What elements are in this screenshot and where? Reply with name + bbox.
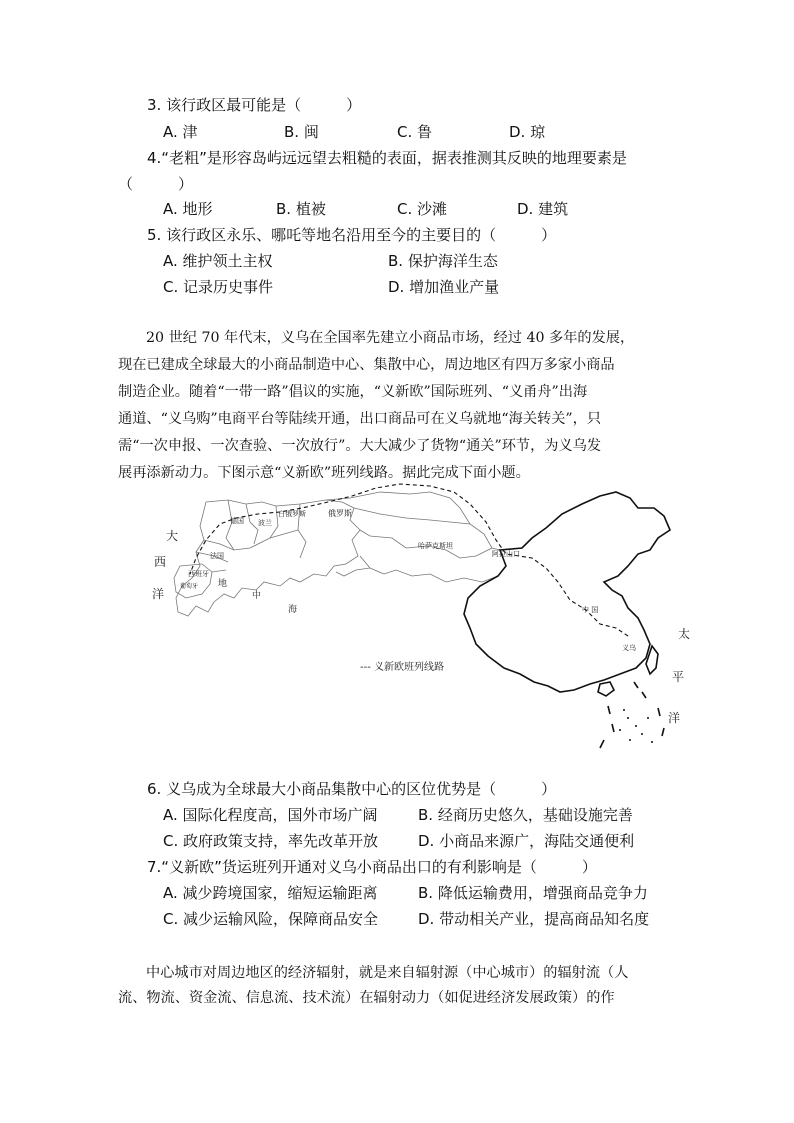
china-outline bbox=[464, 492, 670, 696]
q3-option-d[interactable]: D. 琼 bbox=[509, 123, 546, 141]
q7-option-c[interactable]: C. 减少运输风险，保障商品安全 bbox=[163, 910, 379, 928]
passage-line: 制造企业。随着“一带一路”倡议的实施，“义新欧”国际班列、“义甬舟”出海 bbox=[118, 384, 588, 400]
q7-option-b[interactable]: B. 降低运输费用，增强商品竞争力 bbox=[418, 884, 648, 902]
atlantic-label-2: 西 bbox=[154, 555, 167, 569]
q3-option-b[interactable]: B. 闽 bbox=[284, 123, 319, 141]
germany-label: 德国 bbox=[230, 517, 244, 525]
q4-option-a[interactable]: A. 地形 bbox=[163, 200, 213, 218]
q5-stem: 5. 该行政区永乐、哪吒等地名沿用至今的主要目的（ ） bbox=[147, 226, 557, 244]
q4-option-c[interactable]: C. 沙滩 bbox=[397, 200, 448, 218]
passage-line: 20 世纪 70 年代末，义乌在全国率先建立小商品市场，经过 40 多年的发展， bbox=[146, 330, 635, 346]
q7-option-d[interactable]: D. 带动相关产业，提高商品知名度 bbox=[418, 910, 650, 928]
belarus-label: 白俄罗斯 bbox=[278, 510, 306, 518]
russia-label: 俄罗斯 bbox=[328, 509, 352, 518]
q6-option-b[interactable]: B. 经商历史悠久，基础设施完善 bbox=[418, 806, 633, 824]
south-china-sea-islands bbox=[619, 709, 653, 743]
atlantic-label-1: 大 bbox=[166, 529, 179, 543]
mediterranean-label-1: 地 bbox=[218, 579, 228, 589]
china-label: 中 国 bbox=[582, 606, 599, 614]
pacific-label-3: 洋 bbox=[668, 711, 681, 725]
alashankou-label: 阿拉山口 bbox=[492, 550, 520, 558]
q5-option-d[interactable]: D. 增加渔业产量 bbox=[388, 278, 500, 296]
q6-option-a[interactable]: A. 国际化程度高，国外市场广阔 bbox=[163, 806, 378, 824]
q6-option-d[interactable]: D. 小商品来源广，海陆交通便利 bbox=[418, 832, 635, 850]
yiwu-label: 义乌 bbox=[622, 644, 636, 652]
q5-option-b[interactable]: B. 保护海洋生态 bbox=[388, 252, 498, 270]
passage-line: 需“一次申报、一次查验、一次放行”。大大减少了货物“通关”环节，为义乌发 bbox=[118, 438, 602, 454]
portugal-label: 葡萄牙 bbox=[180, 583, 199, 590]
q4-stem-continued: （ ） bbox=[118, 175, 194, 193]
yixinou-route-map bbox=[130, 478, 700, 760]
route-legend: --- 义新欧班列线路 bbox=[360, 662, 445, 673]
q7-stem: 7.“义新欧”货运班列开通对义乌小商品出口的有利影响是（ ） bbox=[147, 858, 597, 876]
poland-label: 波兰 bbox=[258, 519, 272, 527]
q7-option-a[interactable]: A. 减少跨境国家，缩短运输距离 bbox=[163, 884, 378, 902]
q3-option-c[interactable]: C. 鲁 bbox=[397, 123, 433, 141]
q5-option-c[interactable]: C. 记录历史事件 bbox=[163, 278, 274, 296]
q5-option-a[interactable]: A. 维护领土主权 bbox=[163, 252, 273, 270]
q4-stem: 4.“老粗”是形容岛屿远远望去粗糙的表面，据表推测其反映的地理要素是 bbox=[147, 149, 627, 167]
passage-line: 现在已建成全球最大的小商品制造中心、集散中心，周边地区有四万多家小商品 bbox=[118, 357, 615, 373]
q4-option-d[interactable]: D. 建筑 bbox=[517, 200, 569, 218]
south-china-sea-dashes bbox=[600, 682, 664, 748]
q4-option-b[interactable]: B. 植被 bbox=[276, 200, 326, 218]
france-label: 法国 bbox=[210, 552, 224, 560]
pacific-label-1: 太 bbox=[678, 627, 691, 641]
passage-line: 通道、“义乌购”电商平台等陆续开通，出口商品可在义乌就地“海关转关”，只 bbox=[118, 411, 602, 427]
spain-label: 西班牙 bbox=[188, 570, 209, 578]
mediterranean-label-2: 中 bbox=[252, 591, 262, 601]
pacific-label-2: 平 bbox=[672, 670, 685, 684]
mediterranean-label-3: 海 bbox=[288, 605, 298, 615]
passage-line: 中心城市对周边地区的经济辐射，就是来自辐射源（中心城市）的辐射流（人 bbox=[146, 965, 629, 981]
kazakhstan-label: 哈萨克斯坦 bbox=[418, 542, 453, 550]
q3-option-a[interactable]: A. 津 bbox=[163, 123, 198, 141]
q6-option-c[interactable]: C. 政府政策支持，率先改革开放 bbox=[163, 832, 379, 850]
route-line bbox=[190, 484, 628, 636]
passage-line: 展再添新动力。下图示意“义新欧”班列线路。据此完成下面小题。 bbox=[118, 465, 530, 481]
q6-stem: 6. 义乌成为全球最大小商品集散中心的区位优势是（ ） bbox=[147, 780, 557, 798]
q3-stem: 3. 该行政区最可能是（ ） bbox=[147, 96, 362, 114]
atlantic-label-3: 洋 bbox=[152, 587, 165, 601]
passage-line: 流、物流、资金流、信息流、技术流）在辐射动力（如促进经济发展政策）的作 bbox=[118, 990, 615, 1006]
